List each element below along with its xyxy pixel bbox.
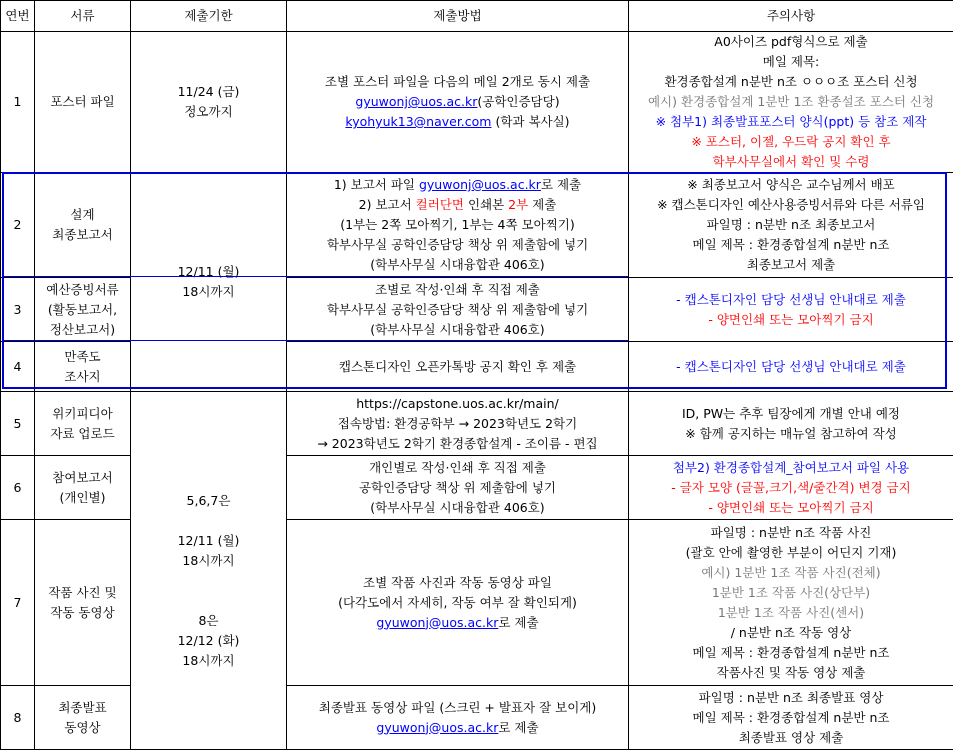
header-notes: 주의사항 bbox=[629, 1, 953, 32]
document-name: 예산증빙서류 (활동보고서, 정산보고서) bbox=[35, 278, 131, 342]
submission-method: 캡스톤디자인 오픈카톡방 공지 확인 후 제출 bbox=[287, 342, 629, 392]
email-link[interactable]: gyuwonj@uos.ac.kr bbox=[376, 719, 499, 735]
notes: 첨부2) 환경종합설계_참여보고서 파일 사용 - 글자 모양 (글꼴,크기,색/줄간격) 변경 금지 - 양면인쇄 또는 모아찍기 금지 bbox=[629, 456, 953, 520]
header-method: 제출방법 bbox=[287, 1, 629, 32]
document-name: 위키피디아 자료 업로드 bbox=[35, 392, 131, 456]
notes: - 캡스톤디자인 담당 선생님 안내대로 제출 bbox=[629, 342, 953, 392]
row-number: 3 bbox=[1, 278, 35, 342]
document-name: 포스터 파일 bbox=[35, 32, 131, 173]
email-link[interactable]: gyuwonj@uos.ac.kr bbox=[418, 177, 541, 192]
table-row-2 bbox=[1, 173, 953, 278]
header-no: 연번 bbox=[1, 1, 35, 32]
submission-method: 조별로 작성·인쇄 후 직접 제출 학부사무실 공학인증담당 책상 위 제출함에 넣기 (학부사무실 시대융합관 406호) bbox=[287, 278, 629, 342]
notes: 파일명 : n분반 n조 최종발표 영상 메일 제목 : 환경종합설계 n분반 n조 최종발표 영상 제출 bbox=[629, 686, 953, 750]
table-row-5 bbox=[1, 392, 953, 456]
email-link[interactable]: gyuwonj@uos.ac.kr bbox=[355, 94, 478, 109]
row-number: 2 bbox=[1, 173, 35, 278]
header-document: 서류 bbox=[35, 1, 131, 32]
notes: A0사이즈 pdf형식으로 제출 메일 제목: 환경종합설계 n분반 n조 ㅇㅇㅇ조 포스터 신청 예시) 환경종합설계 1분반 1조 환종설조 포스터 신청 ※ 첨부1) 최종발표포스터 양식(ppt) 등 참조 제작 ※ 포스터, 이젤, 우드락 공지 확인 후 학부사무실에서 확인 및 수령 bbox=[629, 32, 953, 173]
header-row bbox=[1, 1, 953, 32]
deadline: 5,6,7은 12/11 (월) 18시까지 8은 12/12 (화) 18시까지 bbox=[131, 392, 287, 750]
row-number: 7 bbox=[1, 520, 35, 686]
submission-method: 조별 포스터 파일을 다음의 메일 2개로 동시 제출 gyuwonj@uos.ac.kr(공학인증담당) kyohyuk13@naver.com (학과 복사실) bbox=[287, 32, 629, 173]
notes: ID, PW는 추후 팀장에게 개별 안내 예정 ※ 함께 공지하는 매뉴얼 참고하여 작성 bbox=[629, 392, 953, 456]
deadline: 11/24 (금) 정오까지 bbox=[131, 32, 287, 173]
email-link[interactable]: kyohyuk13@naver.com bbox=[345, 114, 492, 129]
document-name: 작품 사진 및 작동 동영상 bbox=[35, 520, 131, 686]
submission-method: 개인별로 작성·인쇄 후 직접 제출 공학인증담당 책상 위 제출함에 넣기 (학부사무실 시대융합관 406호) bbox=[287, 456, 629, 520]
notes: - 캡스톤디자인 담당 선생님 안내대로 제출 - 양면인쇄 또는 모아찍기 금지 bbox=[629, 278, 953, 342]
deadline: 12/11 (월) 18시까지 bbox=[131, 173, 287, 392]
row-number: 5 bbox=[1, 392, 35, 456]
notes: ※ 최종보고서 양식은 교수님께서 배포 ※ 캡스톤디자인 예산사용증빙서류와 다른 서류임 파일명 : n분반 n조 최종보고서 메일 제목 : 환경종합설계 n분반 n조 최종보고서 제출 bbox=[629, 173, 953, 278]
email-link[interactable]: gyuwonj@uos.ac.kr bbox=[376, 614, 499, 630]
row-number: 4 bbox=[1, 342, 35, 392]
table-row-1 bbox=[1, 32, 953, 173]
row-number: 8 bbox=[1, 686, 35, 750]
document-name: 최종발표 동영상 bbox=[35, 686, 131, 750]
document-name: 만족도 조사지 bbox=[35, 342, 131, 392]
row-number: 6 bbox=[1, 456, 35, 520]
notes: 파일명 : n분반 n조 작품 사진 (괄호 안에 촬영한 부분이 어딘지 기재) 예시) 1분반 1조 작품 사진(전체) 1분반 1조 작품 사진(상단부) 1분반 1조 작품 사진(센서) / n분반 n조 작동 영상 메일 제목 : 환경종합설계 n분반 n조 작품사진 및 작동 영상 제출 bbox=[629, 520, 953, 686]
submission-method: 조별 작품 사진과 작동 동영상 파일 (다각도에서 자세히, 작동 여부 잘 확인되게) gyuwonj@uos.ac.kr로 제출 bbox=[287, 520, 629, 686]
submission-method: 최종발표 동영상 파일 (스크린 + 발표자 잘 보이게) gyuwonj@uos.ac.kr로 제출 bbox=[287, 686, 629, 750]
submission-method: 1) 보고서 파일 gyuwonj@uos.ac.kr로 제출 2) 보고서 컬러단면 인쇄본 2부 제출 (1부는 2쪽 모아찍기, 1부는 4쪽 모아찍기) 학부사무실 공학인증담당 책상 위 제출함에 넣기 (학부사무실 시대융합관 406호) bbox=[287, 173, 629, 278]
document-name: 참여보고서 (개인별) bbox=[35, 456, 131, 520]
row-number: 1 bbox=[1, 32, 35, 173]
capstone-url[interactable]: https://capstone.uos.ac.kr/main/ bbox=[356, 395, 559, 411]
header-deadline: 제출기한 bbox=[131, 1, 287, 32]
submission-method: https://capstone.uos.ac.kr/main/ 접속방법: 환경공학부 → 2023학년도 2학기 → 2023학년도 2학기 환경종합설계 - 조이름 - 편집 bbox=[287, 392, 629, 456]
document-name: 설계 최종보고서 bbox=[35, 173, 131, 278]
